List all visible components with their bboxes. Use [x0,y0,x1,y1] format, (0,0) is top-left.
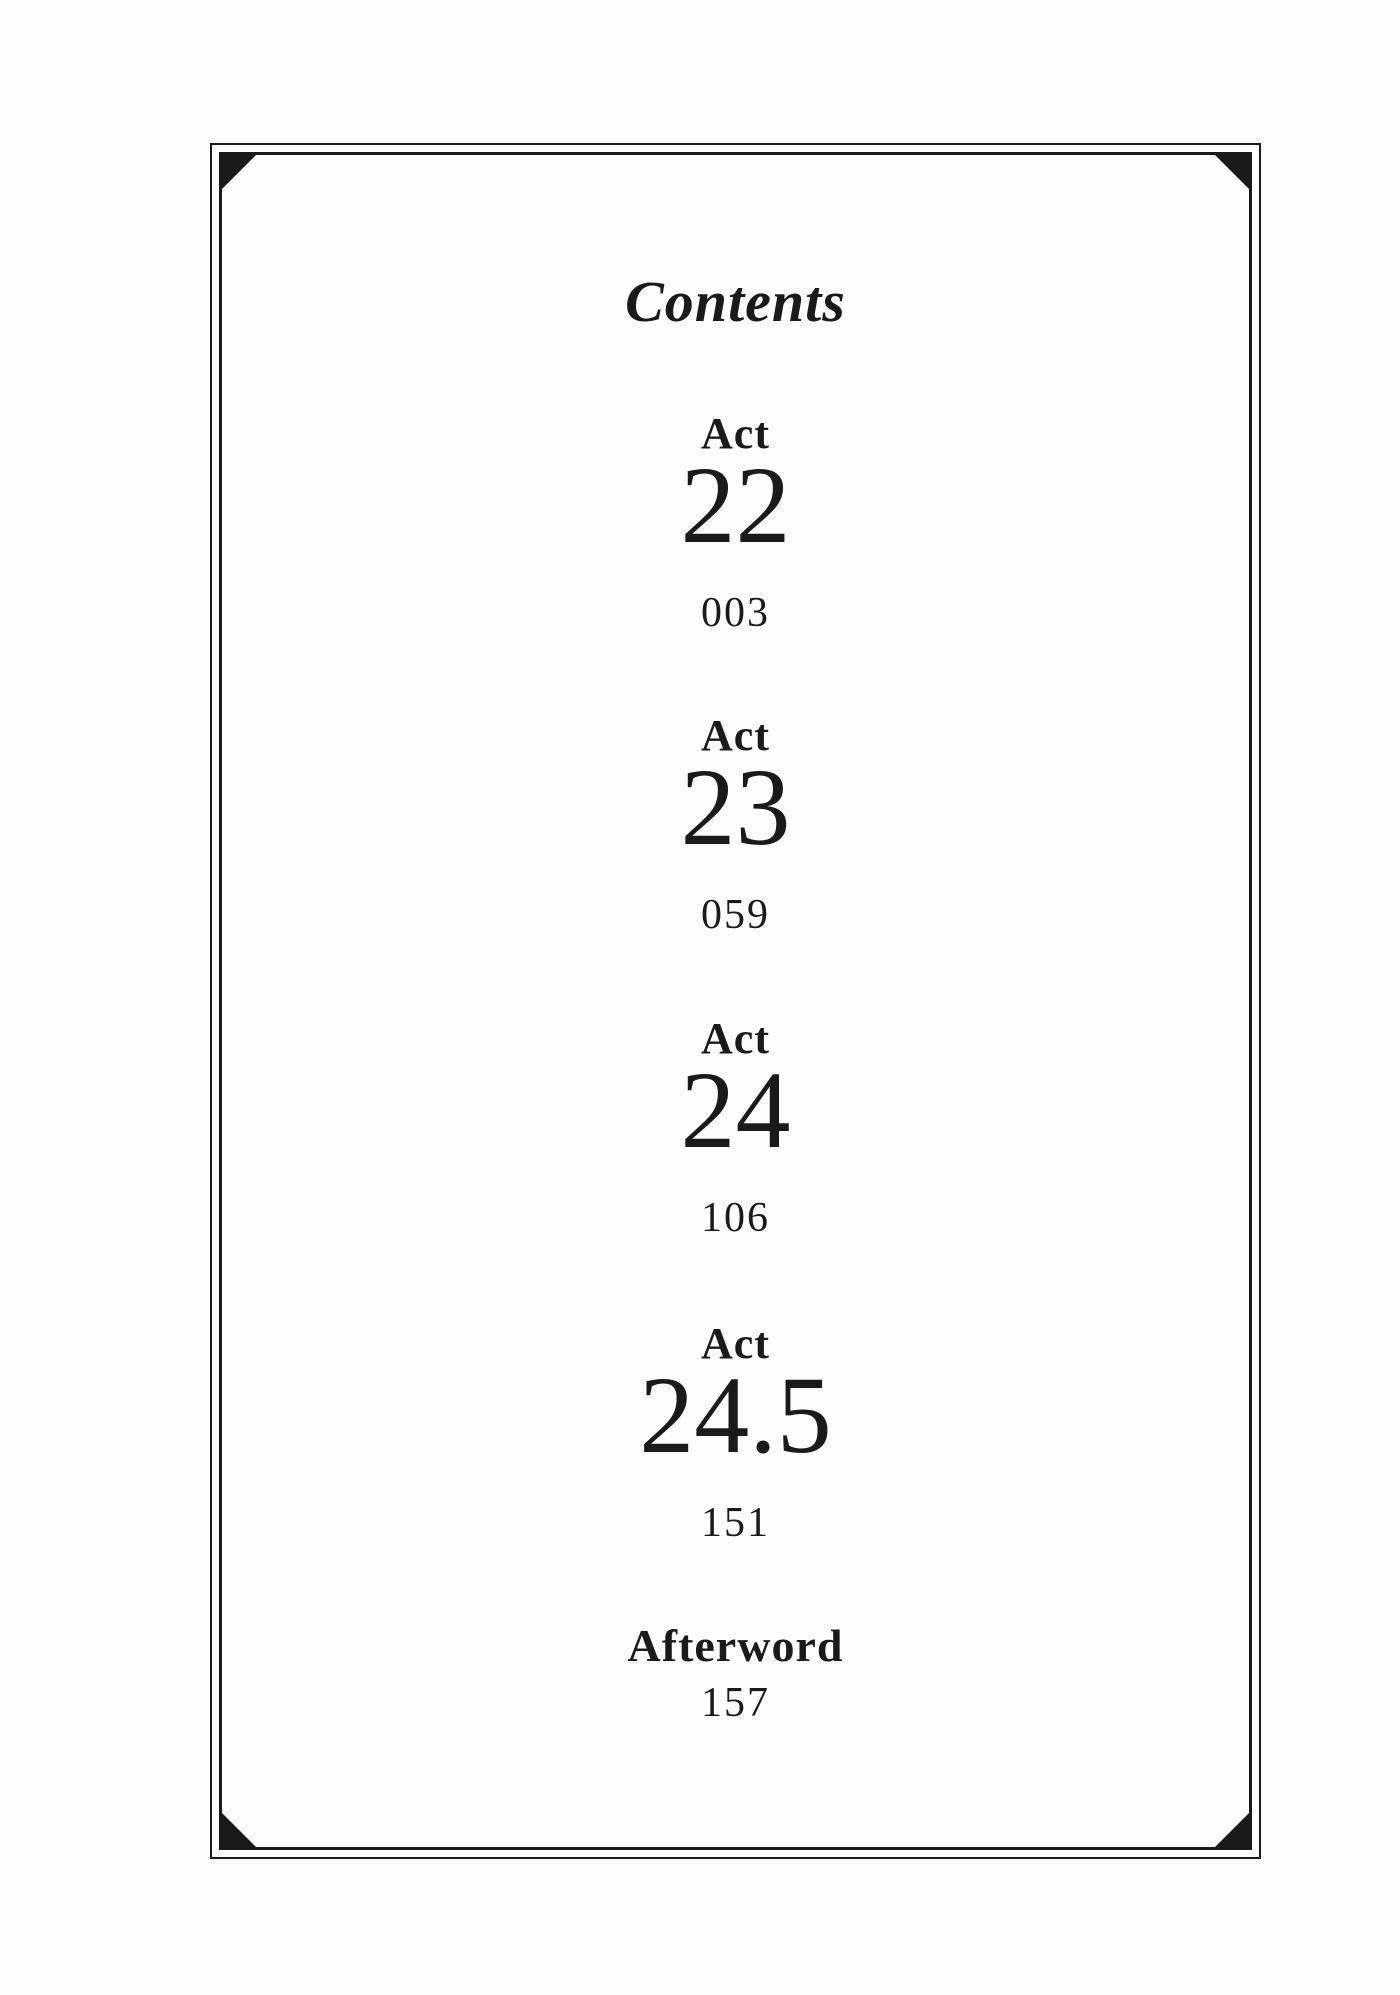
entry-label: Act [701,1319,770,1368]
entry-number: 24.5 [639,1354,832,1476]
entry-page-number: 151 [701,1500,770,1546]
toc-entry-act-22 [210,409,1261,642]
toc-entry-act-23 [210,711,1261,944]
contents-list [210,0,1261,1995]
entry-page-number: 157 [701,1680,770,1726]
entry-label: Act [701,1014,770,1063]
entry-page-number: 106 [701,1195,770,1241]
entry-number: 22 [680,444,791,566]
entry-label: Act [701,711,770,760]
toc-entry-act-24-5 [210,1319,1261,1552]
entry-label: Act [701,409,770,458]
entry-number: 24 [680,1049,791,1171]
toc-entry-act-24 [210,1014,1261,1247]
entry-label: Afterword [627,1620,844,1671]
page-title: Contents [625,269,846,334]
entry-page-number: 003 [701,590,770,636]
entry-number: 23 [680,746,791,868]
toc-entry-afterword [210,1620,1261,1733]
entry-page-number: 059 [701,892,770,938]
